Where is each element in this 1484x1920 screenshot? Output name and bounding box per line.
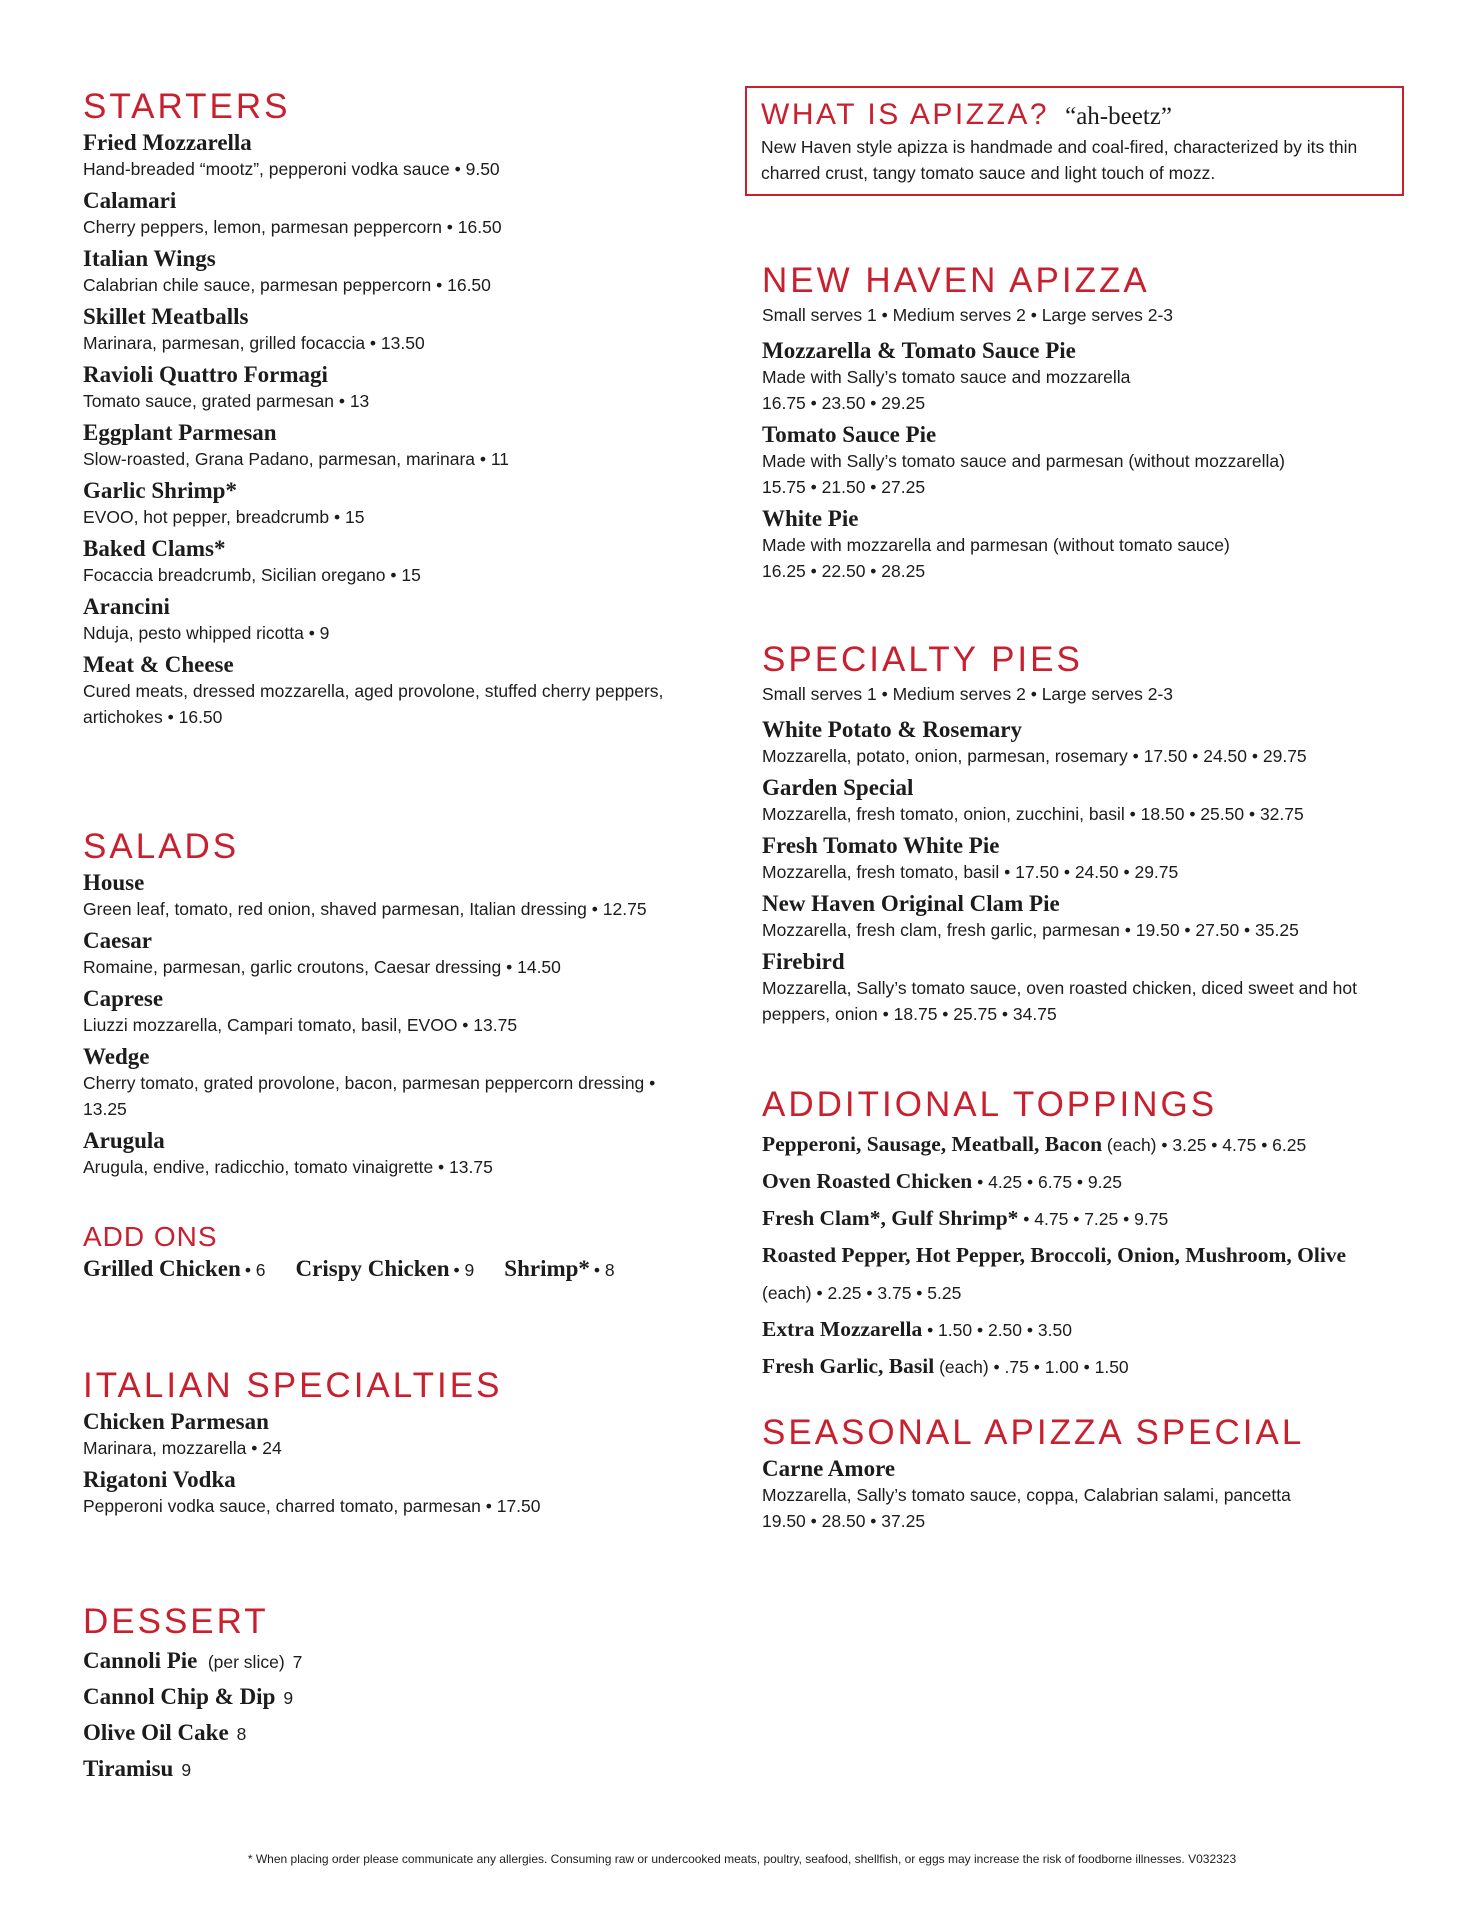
menu-item-name: Carne Amore bbox=[762, 1456, 896, 1481]
menu-item-description: Green leaf, tomato, red onion, shaved parmesan, Italian dressing • 12.75 bbox=[83, 899, 647, 919]
menu-item bbox=[83, 419, 723, 472]
menu-item-description: Mozzarella, Sally’s tomato sauce, coppa, Calabrian salami, pancetta bbox=[762, 1485, 1291, 1505]
topping-name: Roasted Pepper, Hot Pepper, Broccoli, Onion, Mushroom, Olive bbox=[762, 1243, 1347, 1267]
starters-section bbox=[83, 88, 723, 735]
topping-name: Fresh Clam*, Gulf Shrimp* bbox=[762, 1206, 1019, 1230]
add-on-price: • 6 bbox=[244, 1260, 266, 1280]
menu-item bbox=[762, 337, 1402, 416]
menu-item-description: Pepperoni vodka sauce, charred tomato, parmesan • 17.50 bbox=[83, 1496, 541, 1516]
dessert-item bbox=[83, 1680, 723, 1716]
dessert-name: Tiramisu bbox=[83, 1756, 174, 1781]
topping-line bbox=[762, 1349, 1402, 1386]
seasonal-special-section bbox=[762, 1414, 1402, 1539]
menu-item bbox=[83, 1408, 723, 1461]
dessert-price: 8 bbox=[236, 1724, 247, 1744]
menu-item bbox=[83, 651, 723, 730]
topping-name: Fresh Garlic, Basil bbox=[762, 1354, 935, 1378]
topping-line bbox=[762, 1164, 1402, 1201]
topping-price: (each) • 3.25 • 4.75 • 6.25 bbox=[1102, 1135, 1307, 1155]
menu-item bbox=[83, 593, 723, 646]
dessert-item bbox=[83, 1752, 723, 1788]
menu-item bbox=[83, 1127, 723, 1180]
new-haven-apizza-list bbox=[762, 337, 1402, 584]
menu-item-prices: 19.50 • 28.50 • 37.25 bbox=[762, 1511, 926, 1531]
add-on-name: Shrimp* bbox=[504, 1256, 590, 1281]
menu-item-prices: 16.25 • 22.50 • 28.25 bbox=[762, 561, 926, 581]
menu-item-description: Cherry tomato, grated provolone, bacon, parmesan peppercorn dressing • 13.25 bbox=[83, 1073, 656, 1119]
section-heading: STARTERS bbox=[83, 87, 291, 126]
topping-price: • 1.50 • 2.50 • 3.50 bbox=[922, 1320, 1072, 1340]
add-ons-list bbox=[83, 1256, 723, 1282]
menu-item bbox=[83, 1466, 723, 1519]
pronunciation: “ah-beetz” bbox=[1065, 103, 1172, 130]
menu-item-name: Eggplant Parmesan bbox=[83, 420, 277, 445]
servings-note: Small serves 1 • Medium serves 2 • Large serves 2-3 bbox=[762, 684, 1174, 704]
apizza-title-row bbox=[761, 98, 1388, 132]
italian-specialties-section bbox=[83, 1367, 723, 1524]
menu-item-name: Arugula bbox=[83, 1128, 165, 1153]
menu-item-name: Skillet Meatballs bbox=[83, 304, 249, 329]
menu-item-description: Made with Sally’s tomato sauce and mozzarella bbox=[762, 367, 1131, 387]
menu-item-name: Rigatoni Vodka bbox=[83, 1467, 236, 1492]
menu-item bbox=[762, 890, 1402, 943]
menu-item bbox=[762, 948, 1402, 1027]
menu-item-name: Meat & Cheese bbox=[83, 652, 234, 677]
menu-item bbox=[762, 421, 1402, 500]
menu-item-description: Liuzzi mozzarella, Campari tomato, basil, EVOO • 13.75 bbox=[83, 1015, 518, 1035]
dessert-price: 7 bbox=[292, 1652, 303, 1672]
salads-section bbox=[83, 828, 723, 1185]
menu-item-description: Mozzarella, fresh clam, fresh garlic, parmesan • 19.50 • 27.50 • 35.25 bbox=[762, 920, 1299, 940]
menu-item-prices: 16.75 • 23.50 • 29.25 bbox=[762, 393, 926, 413]
menu-item-description: Marinara, parmesan, grilled focaccia • 13.50 bbox=[83, 333, 425, 353]
new-haven-apizza-section bbox=[762, 262, 1402, 589]
menu-item-name: Garlic Shrimp* bbox=[83, 478, 237, 503]
menu-item-name: Fried Mozzarella bbox=[83, 130, 252, 155]
menu-item bbox=[762, 716, 1402, 769]
menu-item-name: Wedge bbox=[83, 1044, 150, 1069]
add-on-item bbox=[504, 1256, 614, 1282]
menu-item bbox=[83, 869, 723, 922]
menu-item-name: White Potato & Rosemary bbox=[762, 717, 1022, 742]
menu-item-description: Made with Sally’s tomato sauce and parmesan (without mozzarella) bbox=[762, 451, 1285, 471]
seasonal-special-list bbox=[762, 1455, 1402, 1534]
topping-name: Pepperoni, Sausage, Meatball, Bacon bbox=[762, 1132, 1103, 1156]
menu-item bbox=[762, 774, 1402, 827]
dessert-name: Cannoli Pie bbox=[83, 1648, 198, 1673]
menu-item bbox=[83, 303, 723, 356]
section-heading: SEASONAL APIZZA SPECIAL bbox=[762, 1413, 1305, 1452]
section-heading: ADDITIONAL TOPPINGS bbox=[762, 1085, 1218, 1124]
menu-item-name: Firebird bbox=[762, 949, 845, 974]
menu-item-description: Cherry peppers, lemon, parmesan peppercorn • 16.50 bbox=[83, 217, 502, 237]
menu-item bbox=[83, 187, 723, 240]
section-heading: ADD ONS bbox=[83, 1221, 218, 1252]
menu-item bbox=[762, 1455, 1402, 1534]
add-on-item bbox=[83, 1256, 266, 1282]
menu-item-description: Mozzarella, fresh tomato, onion, zucchini, basil • 18.50 • 25.50 • 32.75 bbox=[762, 804, 1304, 824]
topping-line bbox=[762, 1201, 1402, 1238]
section-heading: WHAT IS APIZZA? bbox=[761, 98, 1050, 131]
topping-line bbox=[762, 1127, 1402, 1164]
menu-item bbox=[83, 535, 723, 588]
section-heading: ITALIAN SPECIALTIES bbox=[83, 1366, 503, 1405]
topping-price: (each) • 2.25 • 3.75 • 5.25 bbox=[762, 1283, 962, 1303]
topping-price: • 4.25 • 6.75 • 9.25 bbox=[972, 1172, 1122, 1192]
add-on-price: • 9 bbox=[453, 1260, 475, 1280]
italian-specialties-list bbox=[83, 1408, 723, 1519]
menu-item bbox=[83, 245, 723, 298]
servings-note: Small serves 1 • Medium serves 2 • Large serves 2-3 bbox=[762, 305, 1174, 325]
menu-item-description: Marinara, mozzarella • 24 bbox=[83, 1438, 282, 1458]
menu-item-description: Tomato sauce, grated parmesan • 13 bbox=[83, 391, 370, 411]
menu-item-name: Italian Wings bbox=[83, 246, 216, 271]
menu-item-name: House bbox=[83, 870, 145, 895]
menu-item-description: Mozzarella, fresh tomato, basil • 17.50 • 24.50 • 29.75 bbox=[762, 862, 1179, 882]
menu-item-description: Calabrian chile sauce, parmesan peppercorn • 16.50 bbox=[83, 275, 491, 295]
add-ons-section bbox=[83, 1222, 723, 1282]
menu-item-description: Mozzarella, Sally’s tomato sauce, oven roasted chicken, diced sweet and hot peppers, onion • 18.75 • 25.75 • 34.75 bbox=[762, 978, 1357, 1024]
menu-item bbox=[83, 927, 723, 980]
menu-item-name: New Haven Original Clam Pie bbox=[762, 891, 1060, 916]
dessert-item bbox=[83, 1644, 723, 1680]
menu-item-name: Garden Special bbox=[762, 775, 914, 800]
menu-item-description: Slow-roasted, Grana Padano, parmesan, marinara • 11 bbox=[83, 449, 510, 469]
menu-item bbox=[83, 477, 723, 530]
menu-item-name: Chicken Parmesan bbox=[83, 1409, 269, 1434]
add-on-item bbox=[296, 1256, 475, 1282]
dessert-name: Cannol Chip & Dip bbox=[83, 1684, 276, 1709]
menu-item bbox=[83, 1043, 723, 1122]
menu-item-name: Caesar bbox=[83, 928, 152, 953]
dessert-price: 9 bbox=[181, 1760, 192, 1780]
menu-item-name: Ravioli Quattro Formagi bbox=[83, 362, 328, 387]
menu-item-name: White Pie bbox=[762, 506, 859, 531]
add-on-price: • 8 bbox=[593, 1260, 615, 1280]
topping-line bbox=[762, 1238, 1402, 1275]
dessert-item bbox=[83, 1716, 723, 1752]
menu-item-description: Mozzarella, potato, onion, parmesan, rosemary • 17.50 • 24.50 • 29.75 bbox=[762, 746, 1307, 766]
menu-item-description: Arugula, endive, radicchio, tomato vinaigrette • 13.75 bbox=[83, 1157, 493, 1177]
dessert-list bbox=[83, 1644, 723, 1788]
menu-item-description: Made with mozzarella and parmesan (without tomato sauce) bbox=[762, 535, 1230, 555]
menu-item bbox=[83, 361, 723, 414]
menu-item-description: Focaccia breadcrumb, Sicilian oregano • 15 bbox=[83, 565, 421, 585]
allergy-footnote: * When placing order please communicate any allergies. Consuming raw or undercooked meats, poultry, seafood, shellfish, or eggs may increase the risk of foodborne illnesses. V032323 bbox=[247, 1852, 1237, 1866]
dessert-name: Olive Oil Cake bbox=[83, 1720, 229, 1745]
menu-item-name: Fresh Tomato White Pie bbox=[762, 833, 1000, 858]
topping-price: (each) • .75 • 1.00 • 1.50 bbox=[934, 1357, 1129, 1377]
menu-item-description: Cured meats, dressed mozzarella, aged provolone, stuffed cherry peppers, artichokes • 16.50 bbox=[83, 681, 664, 727]
menu-item-prices: 15.75 • 21.50 • 27.25 bbox=[762, 477, 926, 497]
menu-item bbox=[762, 505, 1402, 584]
toppings-list bbox=[762, 1127, 1402, 1386]
section-heading: DESSERT bbox=[83, 1602, 269, 1641]
topping-name: Extra Mozzarella bbox=[762, 1317, 923, 1341]
salads-list bbox=[83, 869, 723, 1180]
section-heading: SPECIALTY PIES bbox=[762, 640, 1083, 679]
dessert-note: (per slice) bbox=[207, 1652, 285, 1672]
specialty-pies-section bbox=[762, 641, 1402, 1032]
dessert-section bbox=[83, 1603, 723, 1788]
menu-item bbox=[762, 832, 1402, 885]
what-is-apizza-box bbox=[745, 86, 1404, 196]
menu-item-name: Baked Clams* bbox=[83, 536, 226, 561]
topping-line bbox=[762, 1312, 1402, 1349]
dessert-price: 9 bbox=[283, 1688, 294, 1708]
apizza-description: New Haven style apizza is handmade and coal-fired, characterized by its thin charred crust, tangy tomato sauce and light touch of mozz. bbox=[761, 137, 1358, 183]
section-heading: SALADS bbox=[83, 827, 240, 866]
specialty-pies-list bbox=[762, 716, 1402, 1027]
menu-item-name: Arancini bbox=[83, 594, 170, 619]
additional-toppings-section bbox=[762, 1086, 1402, 1386]
menu-item-name: Calamari bbox=[83, 188, 177, 213]
starters-list bbox=[83, 129, 723, 730]
menu-item-description: Hand-breaded “mootz”, pepperoni vodka sauce • 9.50 bbox=[83, 159, 500, 179]
menu-item-name: Tomato Sauce Pie bbox=[762, 422, 937, 447]
menu-item bbox=[83, 985, 723, 1038]
menu-item-description: EVOO, hot pepper, breadcrumb • 15 bbox=[83, 507, 365, 527]
topping-name: Oven Roasted Chicken bbox=[762, 1169, 973, 1193]
menu-item-description: Nduja, pesto whipped ricotta • 9 bbox=[83, 623, 330, 643]
section-heading: NEW HAVEN APIZZA bbox=[762, 261, 1150, 300]
menu-item-description: Romaine, parmesan, garlic croutons, Caesar dressing • 14.50 bbox=[83, 957, 561, 977]
menu-item-name: Mozzarella & Tomato Sauce Pie bbox=[762, 338, 1076, 363]
topping-price: • 4.75 • 7.25 • 9.75 bbox=[1018, 1209, 1169, 1229]
topping-line bbox=[762, 1275, 1402, 1312]
add-on-name: Crispy Chicken bbox=[295, 1256, 450, 1281]
menu-item bbox=[83, 129, 723, 182]
add-on-name: Grilled Chicken bbox=[83, 1256, 241, 1281]
menu-item-name: Caprese bbox=[83, 986, 164, 1011]
